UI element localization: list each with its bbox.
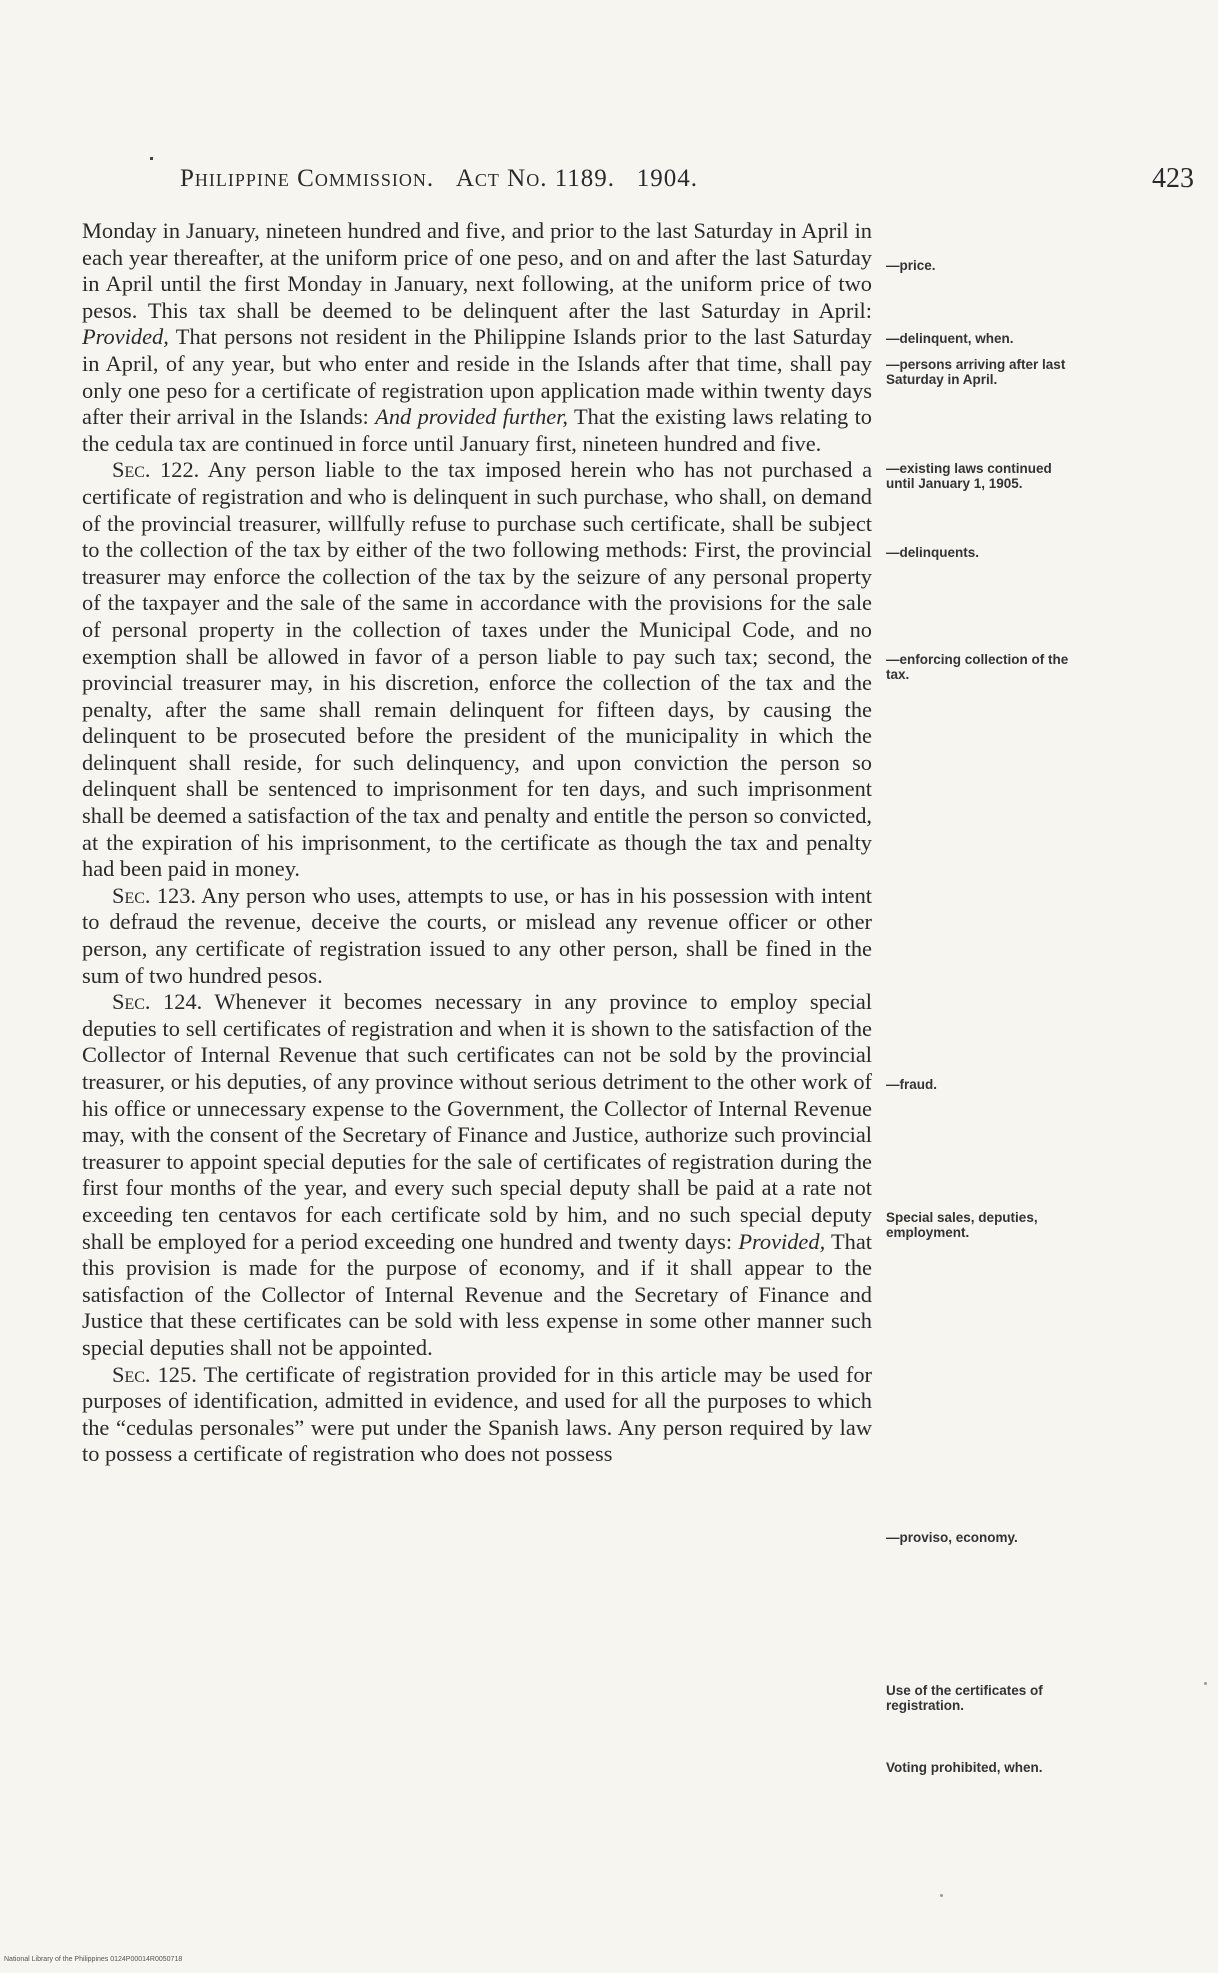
margin-note-existing-laws: —existing laws continued until January 1, 1905. [886, 461, 1052, 491]
text-run: That this provision is made for the purpose of economy, and if it shall appear to the satisfaction of the Collector of Internal Revenue and the Secretary of Finance and Justice that these certificates can be sold with less expense in some other manner such special deputies shall not be appointed. [82, 1228, 872, 1360]
paragraph-price [82, 218, 872, 457]
italic-provided: Provided, [738, 1228, 826, 1254]
section-124 [82, 989, 872, 1361]
header-year: 1904. [636, 165, 699, 192]
scan-footer: National Library of the Philippines 0124P00014R0050718 [4, 1956, 183, 1963]
italic-and-provided: And provided further, [375, 404, 569, 430]
margin-note-use-of-cert: Use of the certificates of registration. [886, 1683, 1043, 1713]
text-run: The certificate of registration provided for in this article may be used for purposes of identification, admitted in evidence, and used for all the purposes to which the “cedulas personales” were put under the Spanish laws. Any person required by law to possess a certificate of registration who does not possess [82, 1361, 872, 1467]
scan-mark [150, 157, 153, 160]
scan-speck [940, 1894, 943, 1897]
page-number: 423 [1152, 163, 1194, 194]
header-commission: Philippine Commission. [180, 165, 435, 192]
text-run: Any person who uses, attempts to use, or has in his possession with intent to defraud the revenue, deceive the courts, or mislead any revenue officer or other person, any certificate of registration issued to any other person, shall be fined in the sum of two hundred pesos. [82, 882, 872, 988]
header-act: Act No. 1189. [455, 165, 616, 192]
margin-note-price: —price. [886, 258, 936, 273]
section-label: Sec. 124. [112, 989, 203, 1015]
margin-note-persons-arriving: —persons arriving after last Saturday in April. [886, 357, 1066, 387]
italic-provided: Provided, [82, 324, 169, 350]
section-label: Sec. 122. [112, 457, 200, 483]
margin-note-special-sales: Special sales, deputies, employment. [886, 1210, 1038, 1240]
margin-note-voting: Voting prohibited, when. [886, 1760, 1043, 1775]
section-label: Sec. 125. [112, 1361, 197, 1387]
margin-note-proviso: —proviso, economy. [886, 1530, 1018, 1545]
text-run: That persons not resident in the Philippine Islands prior to the last Saturday in April, of any year, but who enter and reside in the Islands after that time, shall pay only one peso for a certificate of registration upon application made within twenty days after their arrival in the Islands: [82, 324, 872, 430]
text-run: Monday in January, nineteen hundred and five, and prior to the last Saturday in April in each year thereafter, at the uniform price of one peso, and on and after the last Saturday in April until the first Monday in January, next following, at the uniform price of two pesos. This tax shall be deemed to be delinquent after the last Saturday in April: [82, 218, 872, 323]
margin-note-delinquent-when: —delinquent, when. [886, 331, 1014, 346]
scan-speck [1204, 1682, 1207, 1685]
text-run: Any person liable to the tax imposed herein who has not purchased a certificate of registration and who is delinquent in such purchase, who shall, on demand of the provincial treasurer, willfully refuse to purchase such certificate, shall be subject to the collection of the tax by either of the two following methods: First, the provincial treasurer may enforce the collection of the tax by the seizure of any personal property of the taxpayer and the sale of the same in accordance with the provisions for the sale of personal property in the collection of taxes under the Municipal Code, and no exemption shall be allowed in favor of a person liable to pay such tax; second, the provincial treasurer may, in his discretion, enforce the collection of the tax and the penalty, after the same shall remain delinquent for fifteen days, by causing the delinquent to be prosecuted before the president of the municipality in which the delinquent shall reside, for such delinquency, and upon conviction the person so delinquent shall be sentenced to imprisonment for ten days, and such imprisonment shall be deemed a satisfaction of the tax and penalty and entitle the person so convicted, at the expiration of his imprisonment, to the certificate as though the tax and penalty had been paid in money. [82, 457, 873, 882]
section-123 [82, 883, 872, 989]
margin-note-delinquents: —delinquents. [886, 545, 980, 560]
running-header [84, 165, 1194, 205]
section-label: Sec. 123. [112, 882, 197, 908]
section-122 [82, 457, 872, 883]
text-run: Whenever it becomes necessary in any province to employ special deputies to sell certificates of registration and when it is shown to the satisfaction of the Collector of Internal Revenue that such certificates can not be sold by the provincial treasurer, or his deputies, of any province without serious detriment to the other work of his office or unnecessary expense to the Government, the Collector of Internal Revenue may, with the consent of the Secretary of Finance and Justice, authorize such provincial treasurer to appoint special deputies for the sale of certificates of registration during the first four months of the year, and every such special deputy shall be paid at a rate not exceeding ten centavos for each certificate sold by him, and no such special deputy shall be employed for a period exceeding one hundred and twenty days: [82, 989, 872, 1254]
text-run: That the existing laws relating to the cedula tax are continued in force until January first, nineteen hundred and five. [82, 404, 872, 456]
margin-note-enforcing: —enforcing collection of the tax. [886, 652, 1069, 682]
body-text [82, 218, 872, 1468]
section-125 [82, 1362, 872, 1468]
header-title [180, 165, 698, 193]
margin-note-fraud: —fraud. [886, 1077, 938, 1092]
